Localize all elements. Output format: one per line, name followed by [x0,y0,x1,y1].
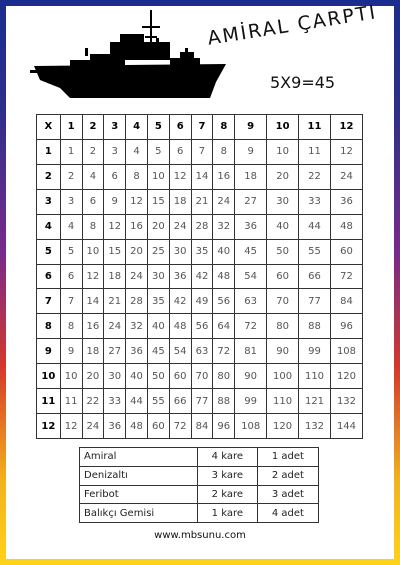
grid-cell[interactable]: 28 [191,214,213,239]
grid-row [37,389,363,414]
grid-cell[interactable]: 18 [104,264,126,289]
grid-cell[interactable]: 55 [299,239,331,264]
grid-row [37,289,363,314]
grid-cell[interactable]: 36 [330,189,362,214]
grid-cell[interactable]: 24 [104,314,126,339]
grid-cell[interactable]: 18 [82,339,104,364]
grid-cell[interactable]: 11 [299,139,331,164]
grid-cell[interactable]: 35 [147,289,169,314]
row-header: 10 [37,364,61,389]
row-header: 5 [37,239,61,264]
row-header: 7 [37,289,61,314]
grid-cell[interactable]: 33 [104,389,126,414]
legend-ship-name: Amiral [80,448,198,467]
grid-cell[interactable]: 32 [213,214,235,239]
grid-cell[interactable]: 35 [191,239,213,264]
legend-ship-count: 3 adet [257,485,318,504]
grid-cell[interactable]: 80 [213,364,235,389]
row-header: 6 [37,264,61,289]
grid-cell[interactable]: 120 [330,364,362,389]
legend-row [80,448,319,467]
grid-cell[interactable]: 50 [267,239,299,264]
grid-cell[interactable]: 12 [126,189,148,214]
column-header: 5 [147,115,169,140]
grid-cell[interactable]: 66 [169,389,191,414]
grid-cell[interactable]: 72 [330,264,362,289]
column-header: 8 [213,115,235,140]
grid-cell[interactable]: 30 [104,364,126,389]
grid-cell[interactable]: 18 [235,164,267,189]
column-header: 9 [235,115,267,140]
grid-row [37,339,363,364]
grid-cell[interactable]: 54 [235,264,267,289]
grid-cell[interactable]: 30 [267,189,299,214]
grid-cell[interactable]: 14 [191,164,213,189]
grid-cell[interactable]: 2 [60,164,82,189]
grid-cell[interactable]: 22 [299,164,331,189]
grid-cell[interactable]: 50 [147,364,169,389]
legend-ship-size: 2 kare [197,485,257,504]
legend-ship-count: 2 adet [257,466,318,485]
legend-ship-size: 4 kare [197,448,257,467]
grid-row [37,414,363,439]
grid-cell[interactable]: 9 [60,339,82,364]
grid-cell[interactable]: 55 [147,389,169,414]
grid-row [37,164,363,189]
grid-cell[interactable]: 96 [213,414,235,439]
grid-cell[interactable]: 8 [60,314,82,339]
grid-cell[interactable]: 60 [169,364,191,389]
grid-cell[interactable]: 11 [60,389,82,414]
grid-cell[interactable]: 60 [267,264,299,289]
grid-cell[interactable]: 16 [213,164,235,189]
legend-ship-name: Balıkçı Gemisi [80,504,198,523]
grid-cell[interactable]: 15 [104,239,126,264]
legend-row [80,485,319,504]
grid-cell[interactable]: 20 [82,364,104,389]
grid-cell[interactable]: 24 [169,214,191,239]
grid-cell[interactable]: 12 [82,264,104,289]
grid-cell[interactable]: 25 [147,239,169,264]
grid-cell[interactable]: 132 [299,414,331,439]
grid-cell[interactable]: 10 [267,139,299,164]
grid-cell[interactable]: 81 [235,339,267,364]
grid-cell[interactable]: 56 [213,289,235,314]
grid-cell[interactable]: 12 [169,164,191,189]
grid-cell[interactable]: 108 [330,339,362,364]
grid-cell[interactable]: 48 [169,314,191,339]
grid-cell[interactable]: 12 [330,139,362,164]
grid-cell[interactable]: 6 [82,189,104,214]
game-title: AMİRAL ÇARPTI [206,1,379,50]
grid-cell[interactable]: 4 [126,139,148,164]
grid-cell[interactable]: 12 [104,214,126,239]
grid-cell[interactable]: 18 [169,189,191,214]
grid-row [37,214,363,239]
grid-cell[interactable]: 96 [330,314,362,339]
header-row [37,115,363,140]
ship-legend-table [79,447,319,523]
grid-cell[interactable]: 28 [126,289,148,314]
grid-cell[interactable]: 48 [126,414,148,439]
row-header: 11 [37,389,61,414]
equation-text: 5X9=45 [270,73,336,92]
grid-cell[interactable]: 60 [330,239,362,264]
grid-cell[interactable]: 9 [235,139,267,164]
grid-cell[interactable]: 84 [330,289,362,314]
grid-cell[interactable]: 36 [126,339,148,364]
grid-cell[interactable]: 66 [299,264,331,289]
grid-cell[interactable]: 30 [147,264,169,289]
grid-cell[interactable]: 16 [82,314,104,339]
grid-cell[interactable]: 44 [299,214,331,239]
legend-row [80,466,319,485]
legend-ship-size: 3 kare [197,466,257,485]
grid-cell[interactable]: 33 [299,189,331,214]
grid-cell[interactable]: 144 [330,414,362,439]
grid-cell[interactable]: 70 [267,289,299,314]
grid-cell[interactable]: 14 [82,289,104,314]
grid-cell[interactable]: 88 [299,314,331,339]
row-header: 8 [37,314,61,339]
grid-cell[interactable]: 40 [147,314,169,339]
grid-cell[interactable]: 6 [169,139,191,164]
grid-cell[interactable]: 80 [267,314,299,339]
grid-cell[interactable]: 49 [191,289,213,314]
grid-cell[interactable]: 3 [104,139,126,164]
grid-cell[interactable]: 21 [104,289,126,314]
grid-row [37,139,363,164]
grid-cell[interactable]: 20 [147,214,169,239]
grid-cell[interactable]: 36 [235,214,267,239]
grid-cell[interactable]: 5 [147,139,169,164]
grid-cell[interactable]: 110 [299,364,331,389]
grid-cell[interactable]: 99 [299,339,331,364]
grid-cell[interactable]: 8 [126,164,148,189]
grid-cell[interactable]: 27 [104,339,126,364]
website-url[interactable]: www.mbsunu.com [154,530,246,541]
grid-cell[interactable]: 44 [126,389,148,414]
grid-cell[interactable]: 5 [60,239,82,264]
column-header: 12 [330,115,362,140]
grid-cell[interactable]: 7 [60,289,82,314]
grid-row [37,314,363,339]
grid-cell[interactable]: 100 [267,364,299,389]
grid-cell[interactable]: 10 [147,164,169,189]
grid-cell[interactable]: 64 [213,314,235,339]
grid-cell[interactable]: 3 [60,189,82,214]
legend-ship-name: Denizaltı [80,466,198,485]
grid-cell[interactable]: 8 [213,139,235,164]
legend-row [80,504,319,523]
column-header: 1 [60,115,82,140]
grid-cell[interactable]: 63 [235,289,267,314]
grid-cell[interactable]: 42 [191,264,213,289]
grid-cell[interactable]: 84 [191,414,213,439]
grid-cell[interactable]: 15 [147,189,169,214]
grid-cell[interactable]: 10 [82,239,104,264]
grid-cell[interactable]: 40 [267,214,299,239]
grid-cell[interactable]: 2 [82,139,104,164]
grid-cell[interactable]: 1 [60,139,82,164]
grid-cell[interactable]: 90 [235,364,267,389]
column-header: 11 [299,115,331,140]
grid-cell[interactable]: 4 [82,164,104,189]
grid-cell[interactable]: 24 [213,189,235,214]
grid-row [37,239,363,264]
grid-cell[interactable]: 60 [147,414,169,439]
legend-ship-size: 1 kare [197,504,257,523]
grid-cell[interactable]: 48 [213,264,235,289]
row-header: 4 [37,214,61,239]
grid-cell[interactable]: 20 [126,239,148,264]
grid-cell[interactable]: 36 [104,414,126,439]
grid-cell[interactable]: 27 [235,189,267,214]
grid-cell[interactable]: 40 [126,364,148,389]
column-header: 3 [104,115,126,140]
grid-cell[interactable]: 54 [169,339,191,364]
grid-cell[interactable]: 72 [235,314,267,339]
grid-cell[interactable]: 21 [191,189,213,214]
grid-cell[interactable]: 6 [104,164,126,189]
grid-cell[interactable]: 120 [267,414,299,439]
column-header: 4 [126,115,148,140]
corner-cell: X [37,115,61,140]
grid-cell[interactable]: 36 [169,264,191,289]
grid-cell[interactable]: 45 [235,239,267,264]
grid-cell[interactable]: 9 [104,189,126,214]
grid-row [37,264,363,289]
grid-cell[interactable]: 7 [191,139,213,164]
grid-cell[interactable]: 20 [267,164,299,189]
grid-cell[interactable]: 30 [169,239,191,264]
column-header: 6 [169,115,191,140]
grid-cell[interactable]: 77 [299,289,331,314]
column-header: 10 [267,115,299,140]
column-header: 7 [191,115,213,140]
legend-ship-count: 1 adet [257,448,318,467]
grid-cell[interactable]: 16 [126,214,148,239]
grid-cell[interactable]: 45 [147,339,169,364]
column-header: 2 [82,115,104,140]
grid-row [37,189,363,214]
grid-cell[interactable]: 10 [60,364,82,389]
grid-cell[interactable]: 121 [299,389,331,414]
legend-ship-name: Feribot [80,485,198,504]
row-header: 9 [37,339,61,364]
grid-cell[interactable]: 40 [213,239,235,264]
grid-cell[interactable]: 90 [267,339,299,364]
row-header: 2 [37,164,61,189]
grid-cell[interactable]: 22 [82,389,104,414]
grid-cell[interactable]: 63 [191,339,213,364]
grid-cell[interactable]: 24 [82,414,104,439]
grid-cell[interactable]: 108 [235,414,267,439]
grid-cell[interactable]: 132 [330,389,362,414]
grid-cell[interactable]: 32 [126,314,148,339]
grid-cell[interactable]: 56 [191,314,213,339]
grid-row [37,364,363,389]
grid-cell[interactable]: 72 [213,339,235,364]
grid-cell[interactable]: 6 [60,264,82,289]
row-header: 3 [37,189,61,214]
grid-cell[interactable]: 70 [191,364,213,389]
grid-cell[interactable]: 99 [235,389,267,414]
grid-cell[interactable]: 88 [213,389,235,414]
grid-cell[interactable]: 72 [169,414,191,439]
grid-cell[interactable]: 110 [267,389,299,414]
legend-ship-count: 4 adet [257,504,318,523]
row-header: 12 [37,414,61,439]
grid-cell[interactable]: 48 [330,214,362,239]
warship-icon [30,8,230,110]
multiplication-grid [36,114,363,439]
grid-cell[interactable]: 12 [60,414,82,439]
row-header: 1 [37,139,61,164]
grid-cell[interactable]: 8 [82,214,104,239]
grid-cell[interactable]: 42 [169,289,191,314]
grid-cell[interactable]: 4 [60,214,82,239]
grid-cell[interactable]: 24 [330,164,362,189]
grid-cell[interactable]: 24 [126,264,148,289]
grid-cell[interactable]: 77 [191,389,213,414]
